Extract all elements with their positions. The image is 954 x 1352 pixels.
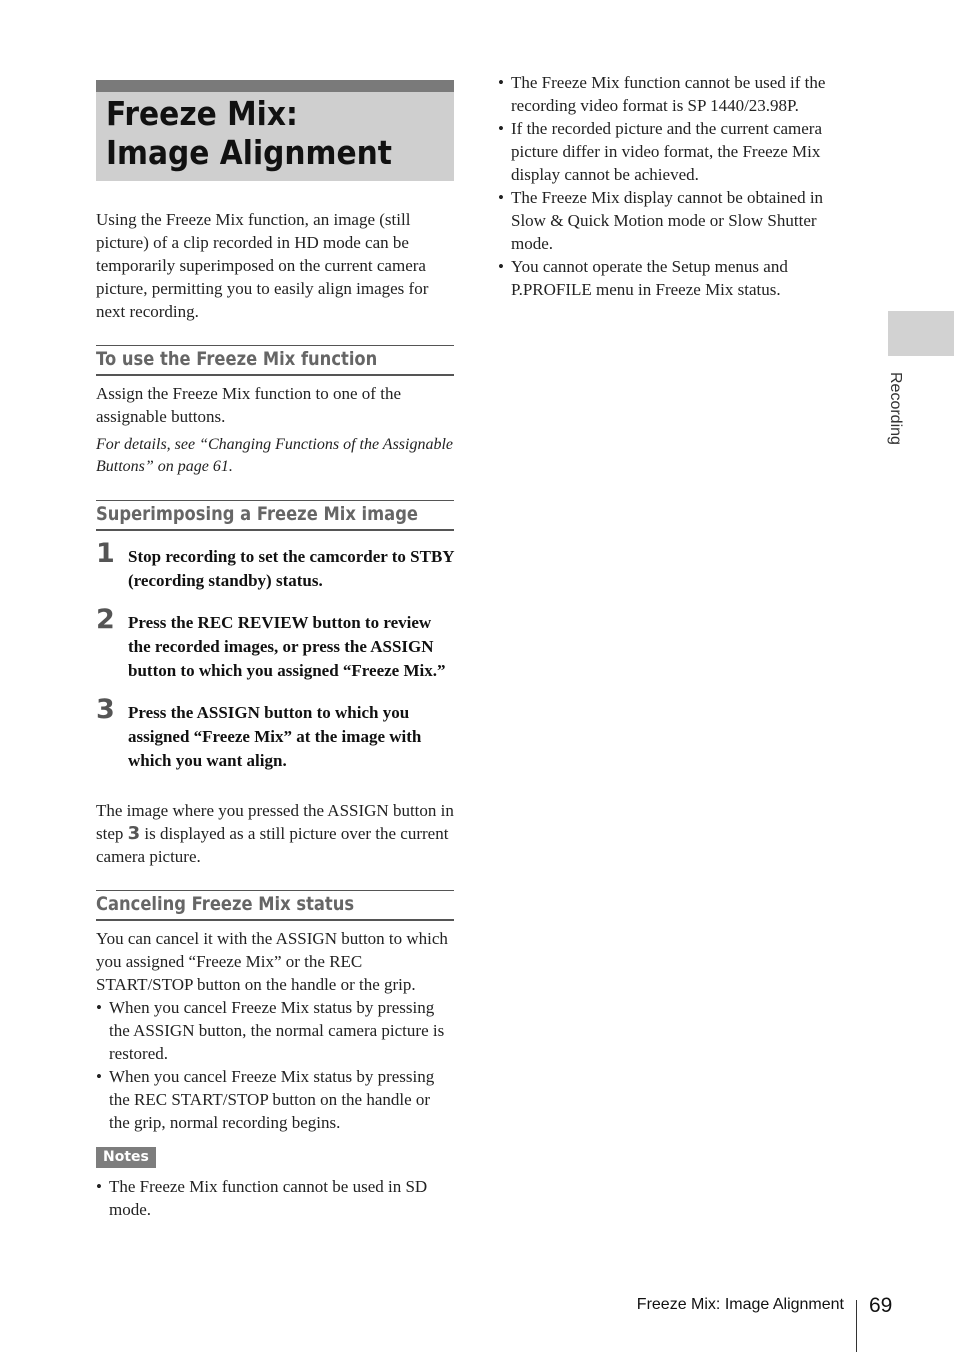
step-2 xyxy=(96,604,454,683)
footer-title: Freeze Mix: Image Alignment xyxy=(636,1296,844,1313)
notes-badge: Notes xyxy=(96,1147,156,1168)
section-heading-superimpose: Superimposing a Freeze Mix image xyxy=(96,500,454,531)
step-number: 3 xyxy=(96,694,115,725)
list-item: • You cannot operate the Setup menus and P.PROFILE menu in Freeze Mix status. xyxy=(498,255,854,301)
step-3 xyxy=(96,694,454,773)
footer-divider xyxy=(856,1300,857,1352)
page-title: Freeze Mix: Image Alignment xyxy=(106,94,392,172)
list-item: • The Freeze Mix display cannot be obtained in Slow & Quick Motion mode or Slow Shutter mode. xyxy=(498,186,854,255)
list-item: • When you cancel Freeze Mix status by pressing the ASSIGN button, the normal camera picture is restored. xyxy=(96,996,454,1065)
step-result: The image where you pressed the ASSIGN button in step 3 is displayed as a still picture over the current camera picture. xyxy=(96,801,454,866)
section-heading-cancel: Canceling Freeze Mix status xyxy=(96,890,454,921)
step-reference: 3 xyxy=(127,823,141,844)
step-text: Stop recording to set the camcorder to STBY (recording standby) status. xyxy=(128,547,454,590)
list-item: • The Freeze Mix function cannot be used if the recording video format is SP 1440/23.98P. xyxy=(498,71,854,117)
use-instruction: Assign the Freeze Mix function to one of the assignable buttons. xyxy=(96,384,401,426)
list-item: • If the recorded picture and the current camera picture differ in video format, the Freeze Mix display cannot be achieved. xyxy=(498,117,854,186)
side-tab xyxy=(888,311,954,356)
notes-list-left xyxy=(96,1175,454,1221)
notes-list-right xyxy=(498,71,854,301)
list-item: • The Freeze Mix function cannot be used in SD mode. xyxy=(96,1175,454,1221)
intro-paragraph: Using the Freeze Mix function, an image (still picture) of a clip recorded in HD mode can be temporarily superimposed on the current camera picture, permitting you to easily align images for next recording. xyxy=(96,210,429,321)
list-item: • When you cancel Freeze Mix status by pressing the REC START/STOP button on the handle or the grip, normal recording begins. xyxy=(96,1065,454,1134)
cancel-instruction: You can cancel it with the ASSIGN button to which you assigned “Freeze Mix” or the REC START/STOP button on the handle or the grip. xyxy=(96,929,448,994)
step-text: Press the ASSIGN button to which you assigned “Freeze Mix” at the image with which you want align. xyxy=(128,703,422,770)
page-reference: For details, see “Changing Functions of the Assignable Buttons” on page 61. xyxy=(96,436,454,475)
right-column xyxy=(498,71,854,301)
side-tab-label: Recording xyxy=(887,372,904,445)
step-number: 2 xyxy=(96,604,115,635)
page-number: 69 xyxy=(869,1294,893,1317)
left-column xyxy=(96,80,454,1221)
section-heading-use: To use the Freeze Mix function xyxy=(96,345,454,376)
step-1 xyxy=(96,538,454,593)
step-number: 1 xyxy=(96,538,115,569)
title-box xyxy=(96,80,454,181)
cancel-bullets xyxy=(96,996,454,1134)
step-text: Press the REC REVIEW button to review the recorded images, or press the ASSIGN button to which you assigned “Freeze Mix.” xyxy=(128,613,446,680)
